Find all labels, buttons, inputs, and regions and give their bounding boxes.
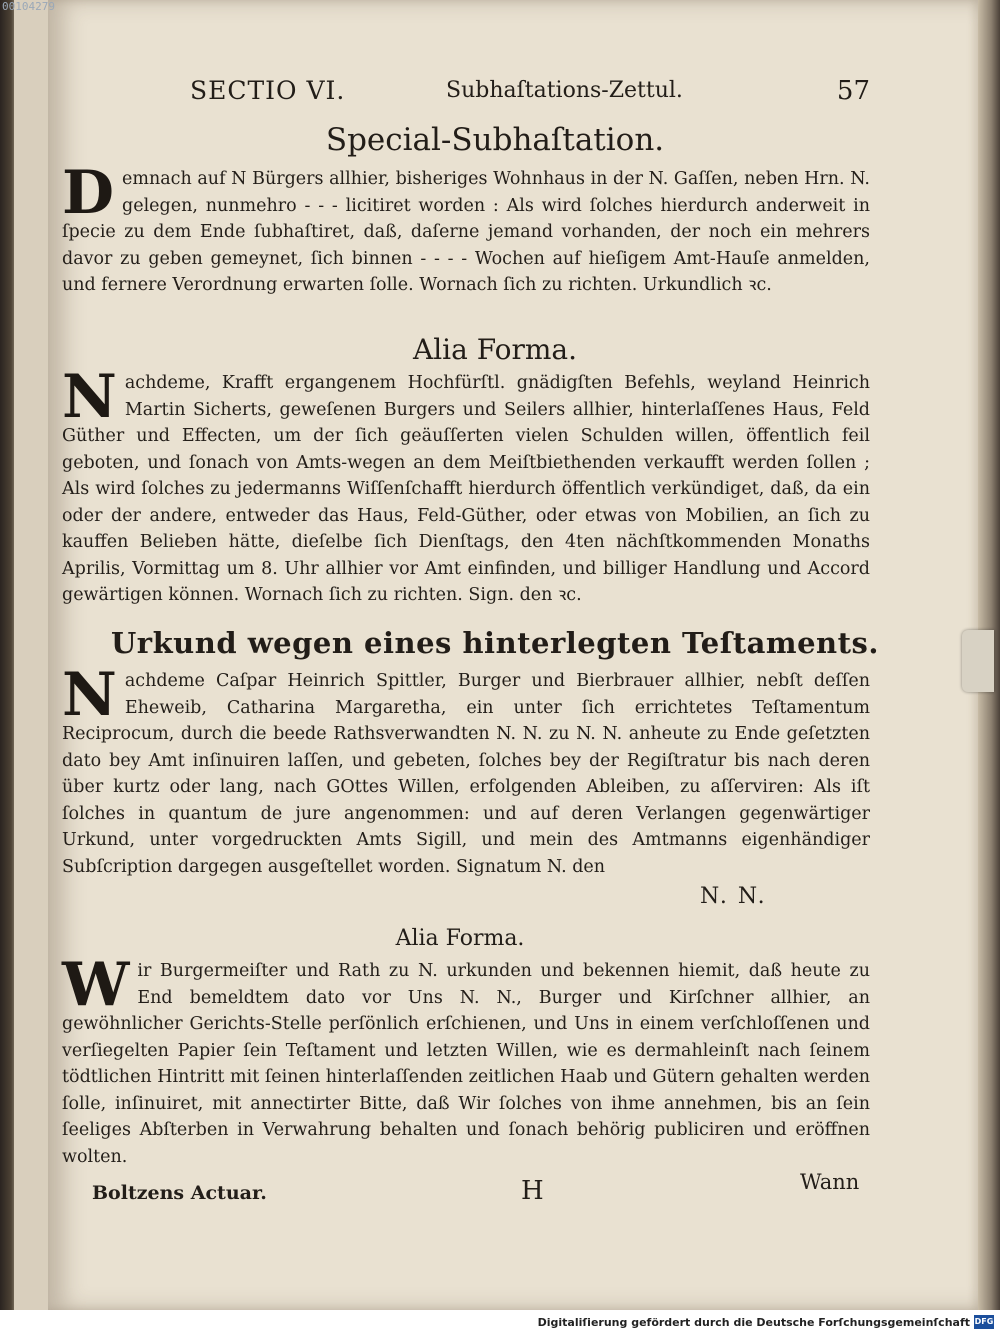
dfg-logo-icon: DFG [974, 1315, 994, 1329]
running-header [186, 76, 876, 112]
heading-special-subhastation: Special-Subhaſtation. [325, 122, 665, 158]
heading-alia-forma-1: Alia Forma. [412, 333, 577, 366]
paragraph-text: ir Burgermeiſter und Rath zu N. urkunden und bekennen hiemit, daß heute zu End bemeldtem dato vor Uns N. N., Burger und Kirſchner allhier, an gewöhnlicher Gerichts-Stelle perſönlich erſchienen, und Uns in einem verſchloſſenen und verſiegelten Papier ſein Teſtament und letzten Willen, wie es dermahleinſt nach ſeinem tödtlichen Hintritt mit ſeinen hinterlaſſenden zeitlichen Haab und Gütern gehalten werden ſolle, inſinuiret, mit annectirter Bitte, daß Wir ſolches von ihme annehmen, bis an ſein ſeeliges Abſterben in Verwahrung behalten und ſonach behörig publiciren und eröffnen wolten. [62, 961, 870, 1167]
digitization-note: Digitaliſierung gefördert durch die Deutsche Forſchungsgemeinſchaft [537, 1316, 970, 1329]
heading-urkund: Urkund wegen eines hinterlegten Teſtaments. [111, 626, 879, 660]
page-number: 57 [836, 76, 870, 106]
paragraph-text: emnach auf N Bürgers allhier, bisheriges Wohnhaus in der N. Gaſſen, neben Hrn. N. gelegen, nunmehro - - - licitiret worden : Als wird ſolches hierdurch anderweit in ſpecie zu dem Ende ſubhaſtiret, daß, daſerne jemand vorhanden, der noch ein mehrers davor zu geben gemeynet, ſich binnen - - - - Wochen auf hieſigem Amt-Hauſe anmelden, und fernere Verordnung erwarten ſolle. Wornach ſich zu richten. Urkundlich ꝛc. [62, 169, 870, 295]
printer-credit: Boltzens Actuar. [92, 1182, 267, 1204]
previous-page-strip [14, 0, 51, 1310]
digitization-footer [0, 1310, 1000, 1337]
drop-cap: N [62, 362, 117, 432]
catchword: Wann [800, 1170, 860, 1194]
drop-cap: W [62, 950, 130, 1020]
paragraph-urkund [62, 660, 870, 880]
paragraph-alia-forma-2 [62, 950, 870, 1170]
drop-cap: D [62, 158, 115, 228]
paragraph-text: achdeme, Krafft ergangenem Hochfürſtl. gnädigſten Befehls, weyland Heinrich Martin Sicherts, geweſenen Burgers und Seilers allhier, hinterlaſſenes Haus, Feld Güther und Effecten, um der ſich geäuſſerten vielen Schulden willen, öffentlich feil geboten, und ſonach von Amts-wegen an dem Meiſtbiethenden verkaufft werden ſollen ; Als wird ſolches zu jedermanns Wiſſenſchafft hierdurch öffentlich verkündiget, daß, da ein oder der andere, entweder das Haus, Feld-Güther, oder etwas von Mobilien, an ſich zu kauffen Belieben hätte, dieſelbe ſich Dienſtags, den 4ten nächſtkommenden Monaths Aprilis, Vormittag um 8. Uhr allhier vor Amt einfinden, und billiger Handlung und Accord gewärtigen können. Wornach ſich zu richten. Sign. den ꝛc. [62, 373, 870, 605]
paragraph-alia-forma-1 [62, 362, 870, 609]
section-label: SECTIO VI. [190, 76, 346, 105]
running-title: Subhaſtations-Zettul. [446, 78, 683, 103]
paragraph-text: achdeme Caſpar Heinrich Spittler, Burger und Bierbrauer allhier, nebſt deſſen Eheweib, Catharina Margaretha, ein unter ſich errichtetes Teſtamentum Reciprocum, durch die beede Rathsverwandten N. N. zu N. N. anheute zu Ende geſetzten dato bey Amt inſinuiren laſſen, und gebeten, ſolches bey der Regiſtratur bis nach deren über kurtz oder lang, nach GOttes Willen, erfolgenden Ableiben, zu aſſerviren: Als iſt ſolches in quantum de jure angenommen: und auf deren Verlangen gegenwärtiger Urkund, unter vorgedruckten Amts Sigill, und mein des Amtmanns eigenhändiger Subſcription dargegen ausgeſtellet worden. Signatum N. den [62, 671, 870, 877]
drop-cap: N [62, 660, 117, 730]
signature-mark: H [521, 1176, 544, 1206]
heading-alia-forma-2: Alia Forma. [395, 926, 525, 951]
signature-nn: N. N. [700, 884, 767, 909]
paragraph-special-subhastation [62, 158, 870, 299]
scan-id: 00104279 [2, 0, 55, 13]
page-tab-marker [962, 630, 994, 692]
